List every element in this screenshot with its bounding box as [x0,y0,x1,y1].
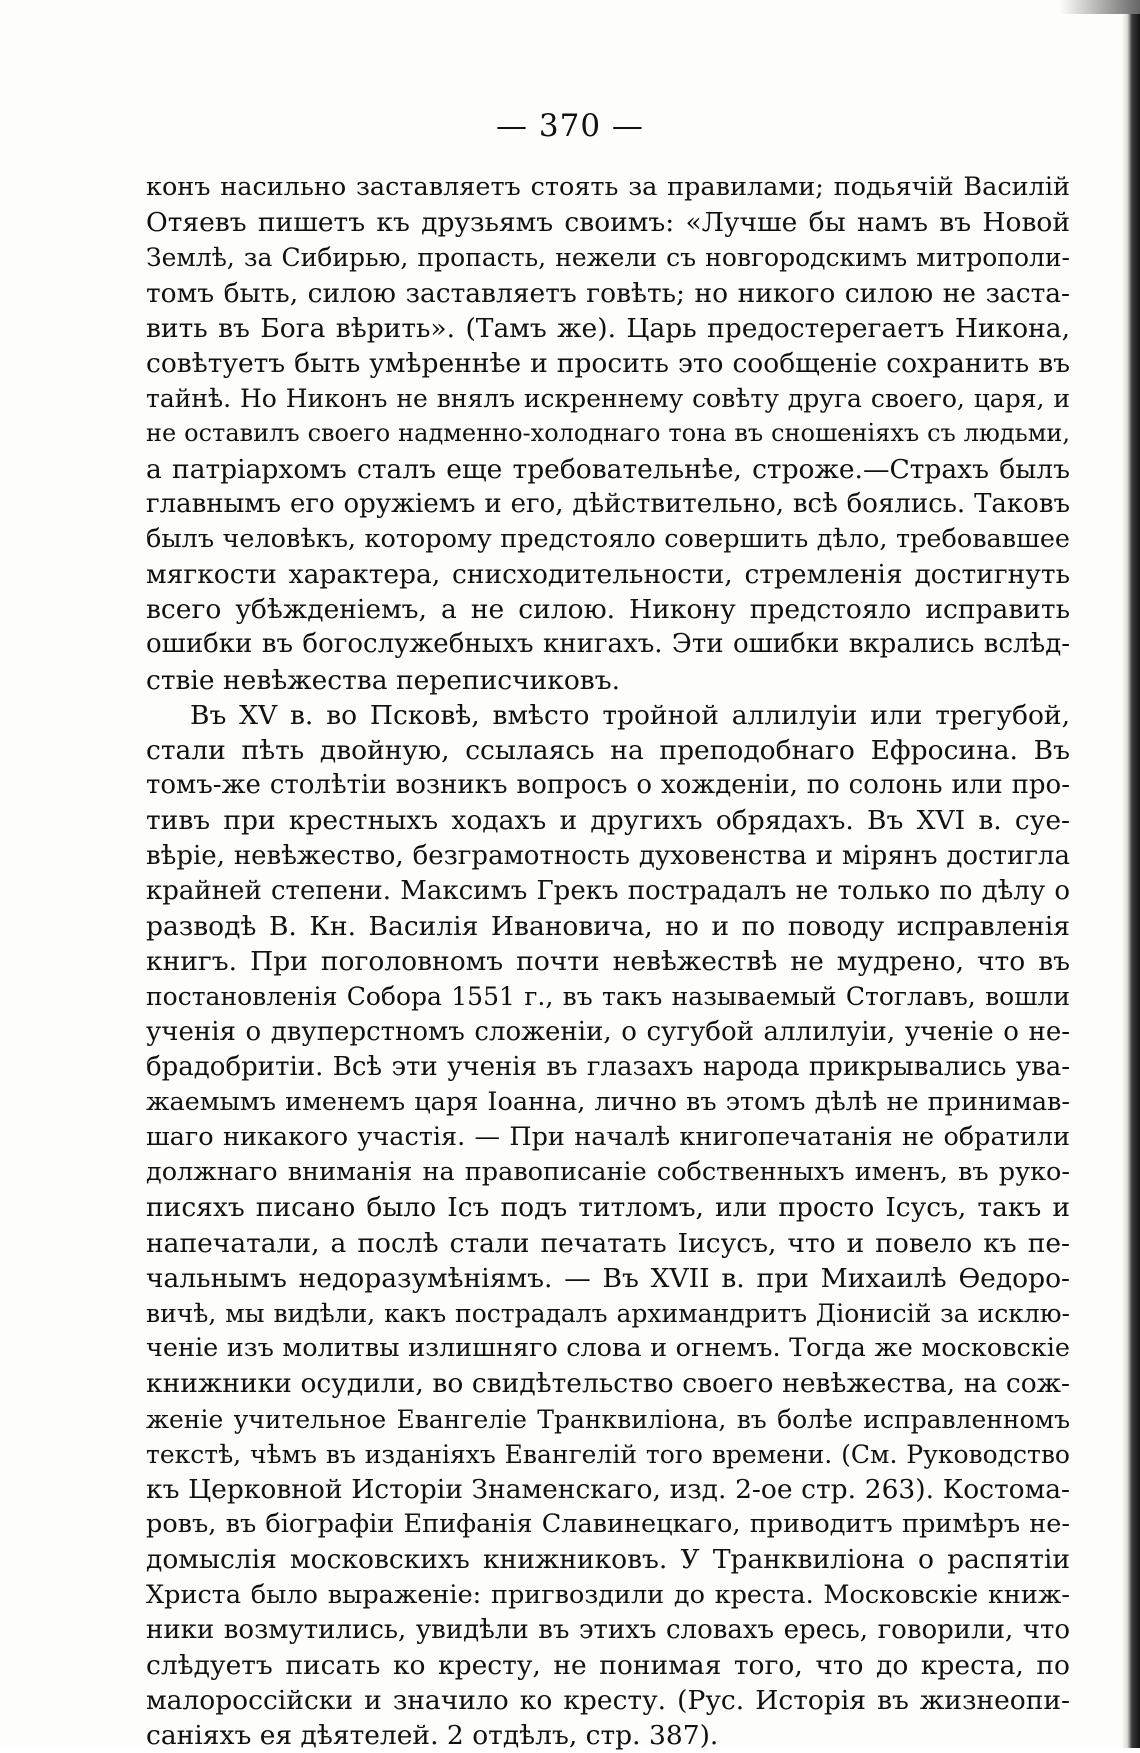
page-corner-shadow [1060,0,1140,14]
text-line: ченіе изъ молитвы излишняго слова и огнемъ. Тогда же московскіе [146,1333,1070,1364]
text-line: вить въ Бога вѣрить». (Тамъ же). Царь предостерегаетъ Никона, [146,312,1070,344]
text-line: ники возмутились, увидѣли въ этихъ словахъ ересь, говорили, что [146,1614,1070,1645]
text-line: слѣдуетъ писать ко кресту, не понимая того, что до креста, по [146,1649,1070,1681]
text-line: шаго никакого участія. — При началѣ книгопечатанія не обратили [146,1122,1070,1153]
text-line: всего убѣжденіемъ, а не силою. Никону предстояло исправить [146,594,1070,626]
text-line: томъ быть, силою заставляетъ говѣть; но никого силою не заста- [146,277,1070,309]
text-line: напечатали, а послѣ стали печатать Іисусъ, что и повело къ пе- [146,1227,1070,1259]
text-line: главнымъ его оружіемъ и его, дѣйствительно, всѣ боялись. Таковъ [146,488,1070,519]
text-line: стали пѣть двойную, ссылаясь на преподобнаго Ефросина. Въ [146,735,1070,766]
text-line: текстѣ, чѣмъ въ изданіяхъ Евангелій того времени. (См. Руководство [146,1439,1070,1469]
text-line: томъ-же столѣтіи возникъ вопросъ о хожденіи, по солонь или про- [146,770,1070,801]
text-line: ученія о двуперстномъ сложеніи, о сугубой аллилуіи, ученіе о не- [146,1016,1070,1047]
text-line: Христа было выраженіе: пригвоздили до креста. Московскіе книж- [146,1579,1070,1610]
text-line: мягкости характера, снисходительности, стремленія достигнуть [146,559,1070,591]
text-line: вичѣ, мы видѣли, какъ пострадалъ архимандритъ Діонисій за исклю- [146,1299,1070,1328]
paragraph-2 [146,698,1070,1753]
page-edge-shadow [1122,0,1140,1748]
page-number: — 370 — [496,108,644,144]
text-line: саніяхъ ея дѣятелей. 2 отдѣлъ, стр. 387). [146,1720,719,1752]
text-line: писяхъ писано было Ісъ подъ титломъ, или просто Ісусъ, такъ и [146,1192,1070,1224]
text-line: ошибки въ богослужебныхъ книгахъ. Эти ошибки вкрались вслѣд- [146,629,1070,660]
text-line: не оставилъ своего надменно-холоднаго тона въ сношеніяхъ съ людьми, [146,419,1070,448]
text-line: брадобритіи. Всѣ эти ученія въ глазахъ народа прикрывались ува- [146,1051,1070,1082]
text-line: Землѣ, за Сибирью, пропасть, нежели съ новгородскимъ митрополи- [146,243,1070,273]
text-line: малороссійски и значило ко кресту. (Рус. Исторія въ жизнеопи- [146,1685,1070,1717]
text-line: Въ XV в. во Псковѣ, вмѣсто тройной аллилуіи или трегубой, [190,699,1070,731]
text-line: ровъ, въ біографіи Епифанія Славинецкаго, приводитъ примѣръ не- [146,1509,1070,1540]
body-text [146,170,1070,1753]
text-line: должнаго вниманія на правописаніе собственныхъ именъ, въ руко- [146,1157,1070,1188]
text-line: къ Церковной Исторіи Знаменскаго, изд. 2-ое стр. 263). Костома- [146,1473,1070,1505]
text-line: совѣтуетъ быть умѣреннѣе и просить это сообщеніе сохранить въ [146,347,1070,379]
paragraph-1 [146,170,1070,698]
text-line: чальнымъ недоразумѣніямъ. — Въ XVII в. при Михаилѣ Ѳедоро- [146,1262,1070,1294]
text-line: вѣріе, невѣжество, безграмотность духовенства и мірянъ достигла [146,840,1070,871]
text-line: жаемымъ именемъ царя Іоанна, лично въ этомъ дѣлѣ не принимав- [146,1086,1070,1117]
text-line: Отяевъ пишетъ къ друзьямъ своимъ: «Лучше бы намъ въ Новой [146,207,1070,239]
text-line: постановленія Собора 1551 г., въ такъ называемый Стоглавъ, вошли [146,982,1070,1012]
text-line: тивъ при крестныхъ ходахъ и другихъ обрядахъ. Въ XVI в. суе- [146,805,1070,837]
text-line: тайнѣ. Но Никонъ не внялъ искреннему совѣту друга своего, царя, и [146,384,1070,414]
text-line: книгъ. При поголовномъ почти невѣжествѣ не мудрено, что въ [146,946,1070,978]
text-line: былъ человѣкъ, которому предстояло совершить дѣло, требовавшее [146,523,1070,554]
text-line: конъ насильно заставляетъ стоять за правилами; подьячій Василій [146,172,1070,202]
text-line: ствіе невѣжества переписчиковъ. [146,664,621,696]
text-line: а патріархомъ сталъ еще требовательнѣе, строже.—Страхъ былъ [146,453,1070,485]
text-line: крайней степени. Максимъ Грекъ пострадалъ не только по дѣлу о [146,875,1070,906]
text-line: женіе учительное Евангеліе Транквиліона, въ болѣе исправленномъ [146,1404,1070,1434]
text-line: домыслія московскихъ книжниковъ. У Транквиліона о распятіи [146,1544,1070,1576]
text-line: разводѣ В. Кн. Василія Ивановича, но и по поводу исправленія [146,910,1070,942]
text-line: книжники осудили, во свидѣтельство своего невѣжества, на сож- [146,1368,1070,1400]
